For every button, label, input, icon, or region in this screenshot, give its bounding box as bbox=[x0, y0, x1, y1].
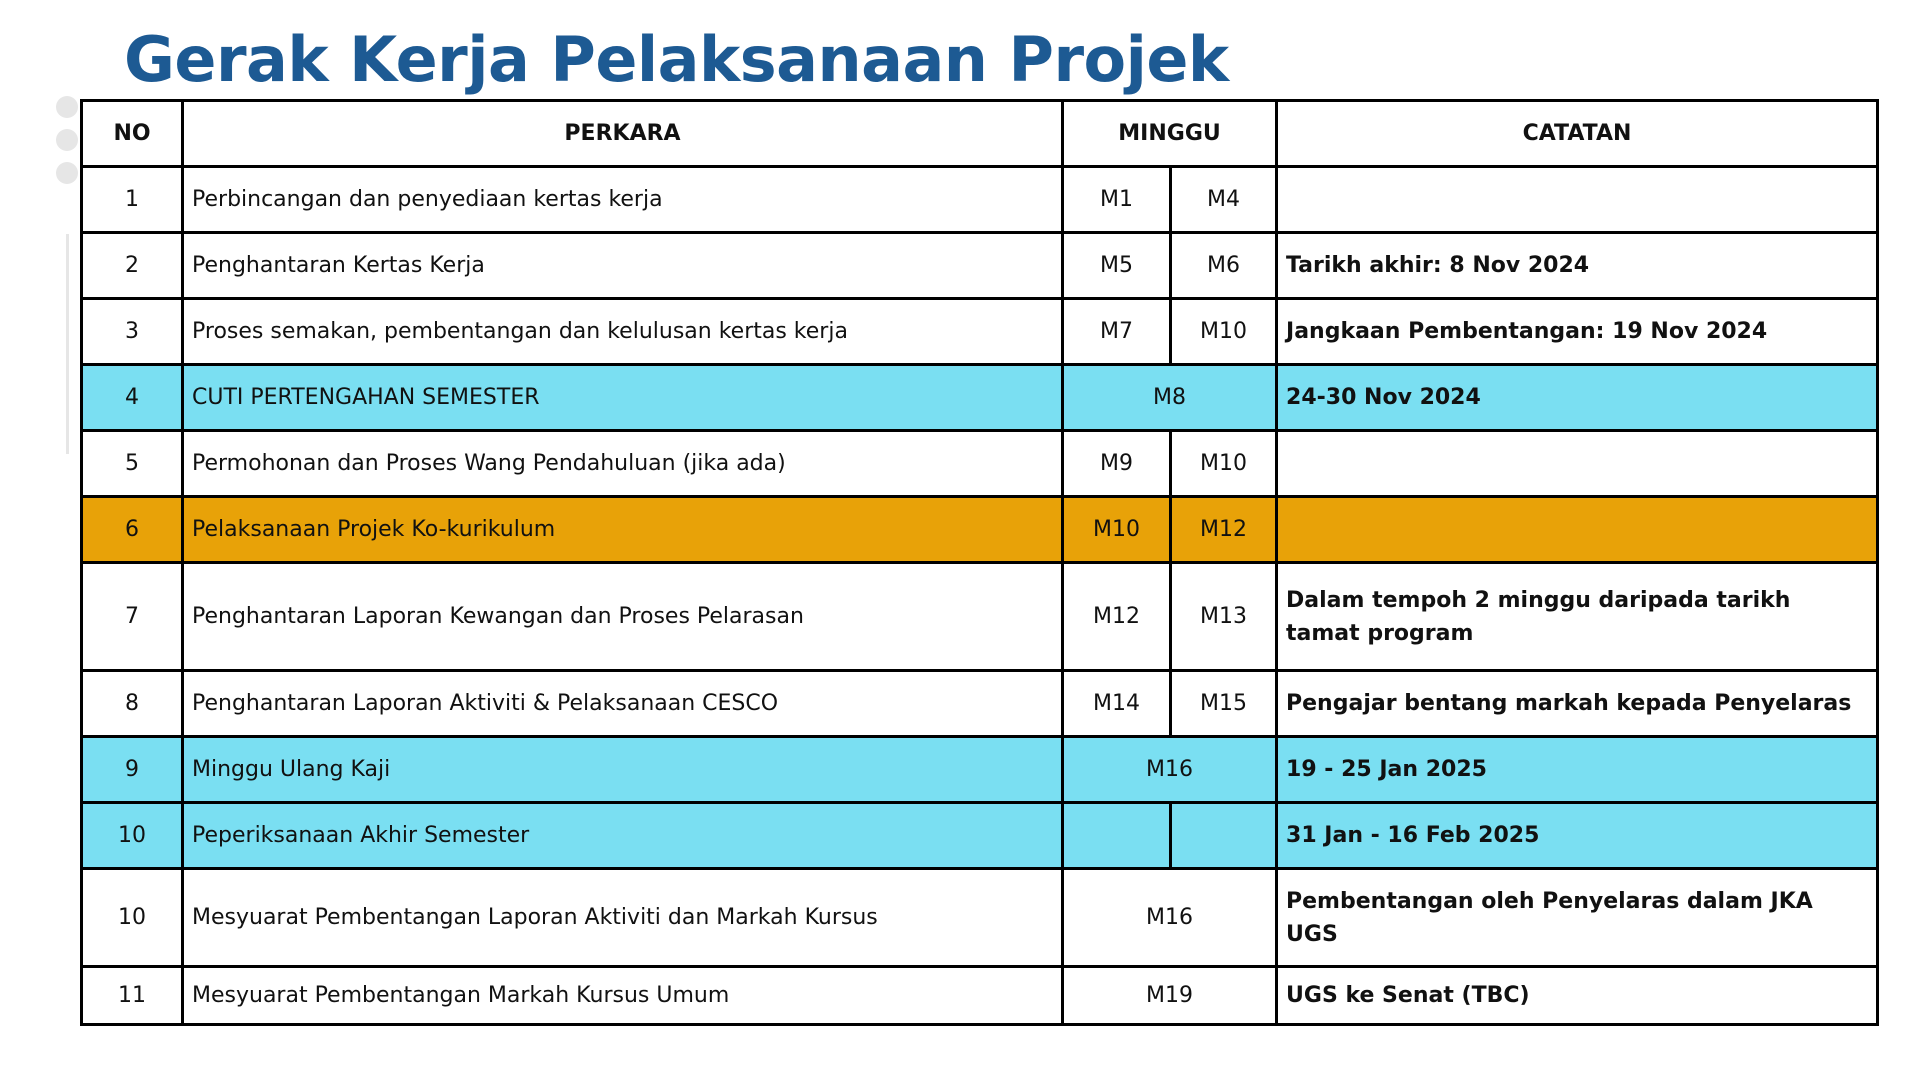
row-catatan: Jangkaan Pembentangan: 19 Nov 2024 bbox=[1277, 299, 1878, 365]
row-number: 3 bbox=[82, 299, 183, 365]
row-perkara: Peperiksanaan Akhir Semester bbox=[183, 803, 1063, 869]
row-catatan bbox=[1277, 497, 1878, 563]
row-catatan: Tarikh akhir: 8 Nov 2024 bbox=[1277, 233, 1878, 299]
row-perkara: Penghantaran Kertas Kerja bbox=[183, 233, 1063, 299]
row-number: 2 bbox=[82, 233, 183, 299]
row-number: 8 bbox=[82, 671, 183, 737]
row-catatan: 31 Jan - 16 Feb 2025 bbox=[1277, 803, 1878, 869]
decorative-line bbox=[66, 234, 69, 454]
table-row-highlighted bbox=[82, 365, 1878, 431]
header-catatan: CATATAN bbox=[1277, 101, 1878, 167]
row-catatan: Pengajar bentang markah kepada Penyelaras bbox=[1277, 671, 1878, 737]
row-week-end: M10 bbox=[1171, 431, 1277, 497]
row-week-start: M5 bbox=[1063, 233, 1171, 299]
table-row bbox=[82, 671, 1878, 737]
row-number: 11 bbox=[82, 967, 183, 1025]
row-perkara: CUTI PERTENGAHAN SEMESTER bbox=[183, 365, 1063, 431]
row-perkara: Pelaksanaan Projek Ko-kurikulum bbox=[183, 497, 1063, 563]
row-week-end bbox=[1171, 803, 1277, 869]
header-perkara: PERKARA bbox=[183, 101, 1063, 167]
table-row bbox=[82, 563, 1878, 671]
schedule-table bbox=[80, 99, 1879, 1026]
page-title: Gerak Kerja Pelaksanaan Projek bbox=[124, 23, 1229, 96]
row-perkara: Perbincangan dan penyediaan kertas kerja bbox=[183, 167, 1063, 233]
row-week-start: M14 bbox=[1063, 671, 1171, 737]
row-number: 10 bbox=[82, 869, 183, 967]
table-row bbox=[82, 299, 1878, 365]
table-row bbox=[82, 167, 1878, 233]
row-number: 1 bbox=[82, 167, 183, 233]
row-perkara: Mesyuarat Pembentangan Markah Kursus Umum bbox=[183, 967, 1063, 1025]
header-minggu: MINGGU bbox=[1063, 101, 1277, 167]
table-row-highlighted bbox=[82, 737, 1878, 803]
table-row bbox=[82, 869, 1878, 967]
table-row-highlighted bbox=[82, 497, 1878, 563]
row-perkara: Proses semakan, pembentangan dan kelulusan kertas kerja bbox=[183, 299, 1063, 365]
row-catatan: 19 - 25 Jan 2025 bbox=[1277, 737, 1878, 803]
row-number: 7 bbox=[82, 563, 183, 671]
row-number: 4 bbox=[82, 365, 183, 431]
row-week: M19 bbox=[1063, 967, 1277, 1025]
table-row bbox=[82, 967, 1878, 1025]
row-week-end: M12 bbox=[1171, 497, 1277, 563]
row-week: M16 bbox=[1063, 869, 1277, 967]
row-number: 6 bbox=[82, 497, 183, 563]
row-week: M16 bbox=[1063, 737, 1277, 803]
decorative-dots bbox=[56, 96, 78, 195]
table-row bbox=[82, 431, 1878, 497]
row-perkara: Penghantaran Laporan Aktiviti & Pelaksanaan CESCO bbox=[183, 671, 1063, 737]
row-week-end: M15 bbox=[1171, 671, 1277, 737]
table-header-row bbox=[82, 101, 1878, 167]
row-week-end: M10 bbox=[1171, 299, 1277, 365]
row-catatan: UGS ke Senat (TBC) bbox=[1277, 967, 1878, 1025]
row-number: 5 bbox=[82, 431, 183, 497]
row-catatan: 24-30 Nov 2024 bbox=[1277, 365, 1878, 431]
row-perkara: Mesyuarat Pembentangan Laporan Aktiviti dan Markah Kursus bbox=[183, 869, 1063, 967]
row-catatan: Dalam tempoh 2 minggu daripada tarikh tamat program bbox=[1277, 563, 1878, 671]
row-perkara: Penghantaran Laporan Kewangan dan Proses Pelarasan bbox=[183, 563, 1063, 671]
row-catatan bbox=[1277, 431, 1878, 497]
row-week-end: M13 bbox=[1171, 563, 1277, 671]
row-week-start: M7 bbox=[1063, 299, 1171, 365]
row-perkara: Minggu Ulang Kaji bbox=[183, 737, 1063, 803]
row-week-end: M4 bbox=[1171, 167, 1277, 233]
header-no: NO bbox=[82, 101, 183, 167]
row-week-end: M6 bbox=[1171, 233, 1277, 299]
row-week-start: M9 bbox=[1063, 431, 1171, 497]
row-catatan: Pembentangan oleh Penyelaras dalam JKA UGS bbox=[1277, 869, 1878, 967]
row-number: 9 bbox=[82, 737, 183, 803]
row-week: M8 bbox=[1063, 365, 1277, 431]
row-week-start: M12 bbox=[1063, 563, 1171, 671]
table-row-highlighted bbox=[82, 803, 1878, 869]
row-number: 10 bbox=[82, 803, 183, 869]
row-catatan bbox=[1277, 167, 1878, 233]
row-week-start bbox=[1063, 803, 1171, 869]
row-perkara: Permohonan dan Proses Wang Pendahuluan (jika ada) bbox=[183, 431, 1063, 497]
row-week-start: M1 bbox=[1063, 167, 1171, 233]
table-row bbox=[82, 233, 1878, 299]
row-week-start: M10 bbox=[1063, 497, 1171, 563]
